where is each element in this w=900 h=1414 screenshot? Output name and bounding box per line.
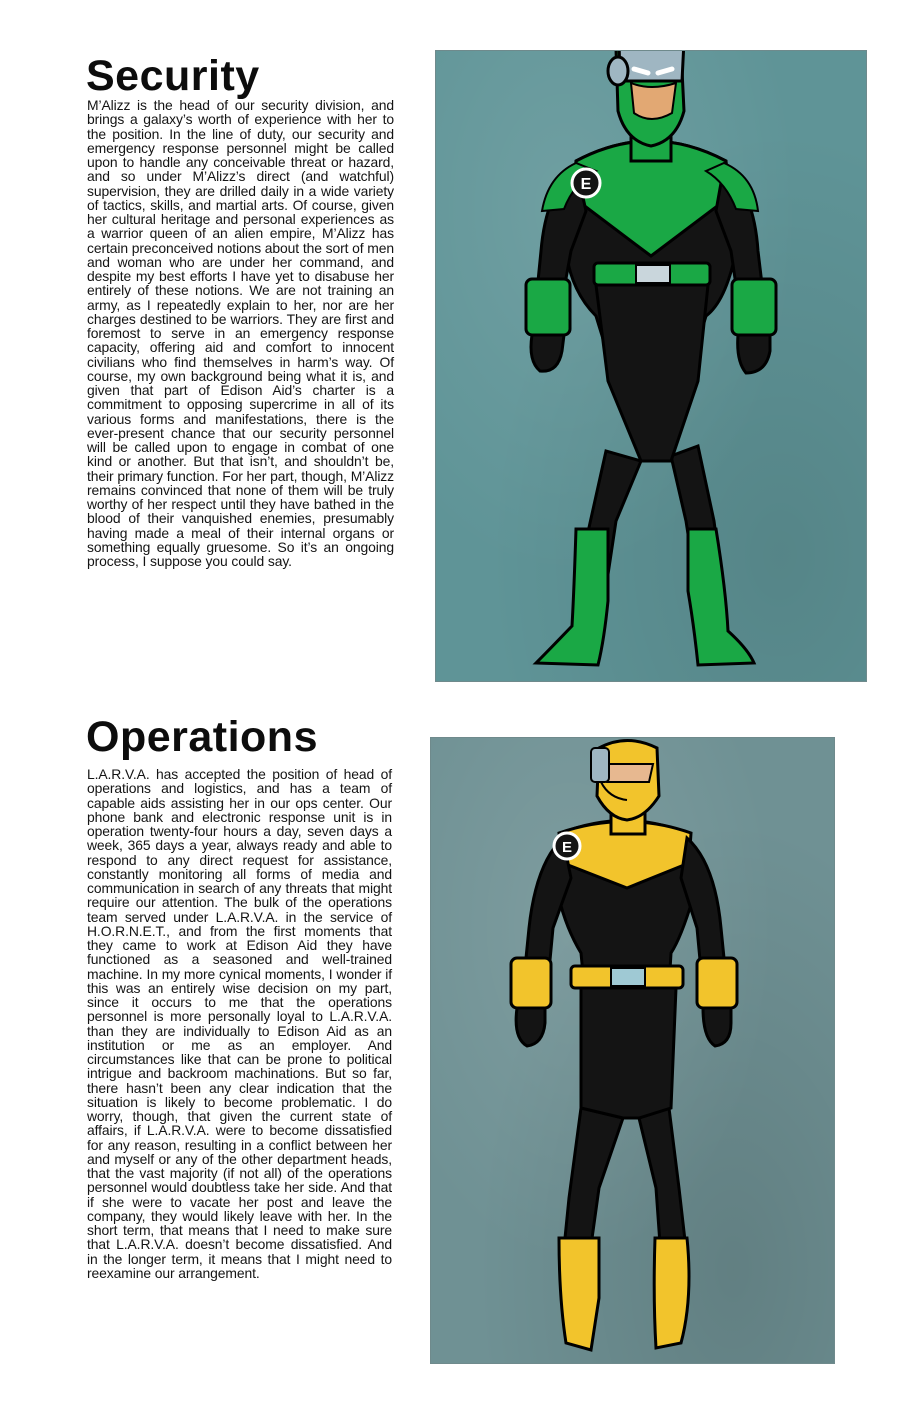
security-heading: Security bbox=[86, 52, 260, 100]
operations-left-boot bbox=[559, 1238, 599, 1350]
operations-heading: Operations bbox=[86, 713, 318, 761]
security-left-gauntlet bbox=[526, 279, 570, 335]
operations-body-text: L.A.R.V.A. has accepted the position of head of operations and logistics, and has a team of capable aids assisting her in our ops center. Our phone bank and electronic response unit is in operation twenty-four hours a day, seven days a week, 365 days a year, always ready and able to respond to any direct request for assistance, constantly monitoring all forms of media and communication in search of any threats that might require our attention. The bulk of the operations team served under L.A.R.V.A. in the service of H.O.R.N.E.T., and from the first moments that they came to work at Edison Aid they have functioned as a seasoned and well-trained machine. In my more cynical moments, I wonder if this was an entirely wise decision on my part, since it occurs to me that the operations personnel is more personally loyal to L.A.R.V.A. than they are individually to Edison Aid as an institution or me as an employer. And circumstances like that can be prone to political intrigue and backroom machinations. But so far, there hasn’t been any clear indication that the situation is likely to become problematic. I do worry, though, that given the current state of affairs, if L.A.R.V.A. were to become dissatisfied for any reason, resulting in a conflict between her and myself or any of the other department heads, that the vast majority (if not all) of the operations personnel would doubtless take her side. And that if she were to vacate her post and leave the company, they would likely leave with her. In the short term, that means that I need to make sure that L.A.R.V.A. doesn’t become dissatisfied. And in the longer term, it means that I might need to reexamine our arrangement. bbox=[87, 766, 392, 1281]
operations-illustration-panel bbox=[430, 737, 835, 1364]
security-right-gauntlet bbox=[732, 279, 776, 335]
operations-character-illustration bbox=[431, 738, 834, 1363]
operations-right-gauntlet bbox=[697, 958, 737, 1008]
operations-left-gauntlet bbox=[511, 958, 551, 1008]
security-right-boot bbox=[688, 529, 754, 665]
security-body-text: M’Alizz is the head of our security division, and brings a galaxy’s worth of experience with her to the position. In the line of duty, our security and emergency response personnel might be called upon to handle any conceivable threat or hazard, and so under M’Alizz’s direct (and watchful) supervision, they are drilled daily in a wide variety of tactics, skills, and martial arts. Of course, given her cultural heritage and personal experiences as a warrior queen of an alien empire, M’Alizz has certain preconceived notions about the sort of men and woman who are under her command, and despite my best efforts I have yet to disabuse her entirely of these notions. We are not training an army, as I repeatedly explain to her, nor are her charges destined to be warriors. They are first and foremost to serve in an emergency response capacity, offering aid and comfort to innocent civilians who find themselves in harm’s way. Of course, my own background being what it is, and given that part of Edison Aid’s charter is a commitment to opposing supercrime in all of its various forms and manifestations, there is the ever-present chance that our security personnel will be called upon to engage in combat of one kind or another. But that isn’t, and shouldn’t be, their primary function. For her part, though, M’Alizz remains convinced that none of them will be truly worthy of her respect until they have bathed in the blood of their vanquished enemies, presumably having made a meal of their internal organs or something equally gruesome. So it’s an ongoing process, I suppose you could say. bbox=[87, 97, 394, 569]
operations-belt-buckle bbox=[611, 968, 645, 986]
operations-emblem-letter: E bbox=[561, 839, 573, 856]
security-emblem-letter: E bbox=[580, 176, 592, 193]
security-character-illustration bbox=[436, 51, 866, 681]
security-left-boot bbox=[536, 529, 608, 665]
operations-headset bbox=[591, 748, 609, 782]
operations-right-boot bbox=[654, 1238, 689, 1348]
security-belt-buckle bbox=[636, 265, 670, 283]
security-illustration-panel bbox=[435, 50, 867, 682]
